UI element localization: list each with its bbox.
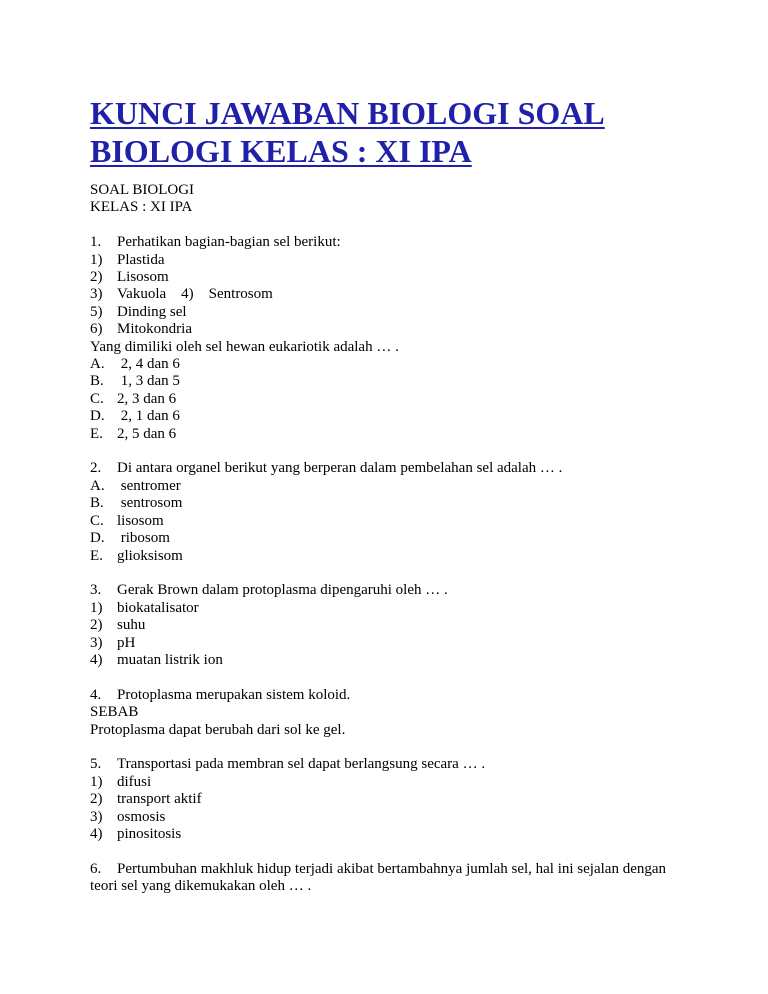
question-1 bbox=[90, 234, 698, 443]
question-number: 1. bbox=[90, 234, 102, 251]
list-item: 1) biokatalisator bbox=[90, 599, 199, 616]
question-number: 2. bbox=[90, 460, 102, 477]
list-item: 3) pH bbox=[90, 634, 136, 651]
answer-option: E. glioksisom bbox=[90, 547, 183, 564]
list-item: 4) pinositosis bbox=[90, 825, 182, 842]
answer-option: A. 2, 4 dan 6 bbox=[90, 356, 180, 373]
answer-option: D. ribosom bbox=[90, 530, 170, 547]
list-item: 4) muatan listrik ion bbox=[90, 651, 223, 668]
question-text: Gerak Brown dalam protoplasma dipengaruhi oleh … . bbox=[117, 582, 448, 599]
question-text: Pertumbuhan makhluk hidup terjadi akibat bertambahnya jumlah sel, hal ini sejalan dengan bbox=[117, 860, 667, 877]
question-text-continued: teori sel yang dikemukakan oleh … . bbox=[90, 878, 312, 895]
answer-option: D. 2, 1 dan 6 bbox=[90, 408, 180, 425]
list-item: 2) transport aktif bbox=[90, 791, 202, 808]
question-number: 4. bbox=[90, 686, 102, 703]
question-number: 5. bbox=[90, 756, 102, 773]
question-text: Transportasi pada membran sel dapat berlangsung secara … . bbox=[117, 756, 486, 773]
question-number: 6. bbox=[90, 860, 102, 877]
answer-option: B. sentrosom bbox=[90, 495, 183, 512]
list-item: 6) Mitokondria bbox=[90, 321, 192, 338]
question-4 bbox=[90, 687, 698, 739]
question-3 bbox=[90, 582, 698, 669]
document-body bbox=[90, 182, 698, 896]
question-2 bbox=[90, 460, 698, 564]
list-item: 1) Plastida bbox=[90, 251, 165, 268]
title-line-1: KUNCI JAWABAN BIOLOGI SOAL bbox=[90, 95, 605, 131]
answer-option: A. sentromer bbox=[90, 477, 181, 494]
question-number: 3. bbox=[90, 582, 102, 599]
answer-option: B. 1, 3 dan 5 bbox=[90, 373, 180, 390]
question-text: Di antara organel berikut yang berperan dalam pembelahan sel adalah … . bbox=[117, 460, 563, 477]
class-label: KELAS : XI IPA bbox=[90, 199, 193, 216]
question-6 bbox=[90, 861, 698, 896]
subject-label: SOAL BIOLOGI bbox=[90, 182, 195, 198]
question-prompt: Yang dimiliki oleh sel hewan eukariotik adalah … . bbox=[90, 338, 399, 355]
answer-option: C. lisosom bbox=[90, 512, 164, 529]
list-item: 5) Dinding sel bbox=[90, 303, 187, 320]
question-text: Perhatikan bagian-bagian sel berikut: bbox=[117, 234, 341, 251]
document-title bbox=[90, 94, 698, 170]
question-5 bbox=[90, 756, 698, 843]
list-item: 2) suhu bbox=[90, 617, 146, 634]
answer-option: E. 2, 5 dan 6 bbox=[90, 425, 177, 442]
list-item: 3) Vakuola 4) Sentrosom bbox=[90, 286, 273, 303]
reason-text: Protoplasma dapat berubah dari sol ke gel. bbox=[90, 721, 346, 738]
list-item: 1) difusi bbox=[90, 773, 152, 790]
list-item: 3) osmosis bbox=[90, 808, 166, 825]
question-text: Protoplasma merupakan sistem koloid. bbox=[117, 686, 351, 703]
answer-option: C. 2, 3 dan 6 bbox=[90, 390, 177, 407]
connector-text: SEBAB bbox=[90, 704, 139, 721]
title-line-2: BIOLOGI KELAS : XI IPA bbox=[90, 133, 472, 169]
list-item: 2) Lisosom bbox=[90, 269, 169, 286]
